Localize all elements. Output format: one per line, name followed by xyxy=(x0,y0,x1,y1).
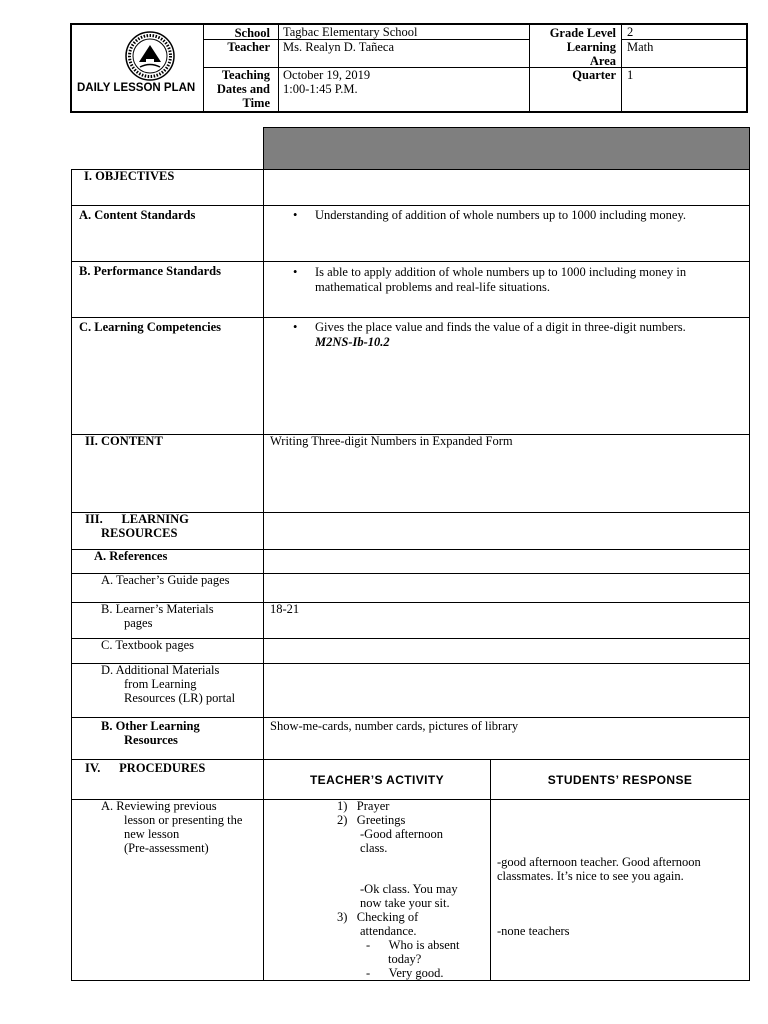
student-greeting-line2: classmates. It’s nice to see you again. xyxy=(497,869,684,883)
teacher-greeting-line2: class. xyxy=(360,841,388,855)
student-greeting-line1: -good afternoon teacher. Good afternoon xyxy=(497,855,701,869)
learners-materials-value: 18-21 xyxy=(270,602,300,616)
teacher-sit-line1: -Ok class. You may xyxy=(360,882,458,896)
teachers-guide-label: A. Teacher’s Guide pages xyxy=(101,573,230,587)
learning-resources-heading-line2: RESOURCES xyxy=(101,526,178,540)
competencies-label: C. Learning Competencies xyxy=(79,320,221,334)
learning-area-value: Math xyxy=(627,40,654,54)
time-value: 1:00-1:45 P.M. xyxy=(283,82,358,96)
teacher-greeting-line1: -Good afternoon xyxy=(360,827,443,841)
school-label: School xyxy=(234,26,270,40)
column-header-bar xyxy=(263,127,750,170)
dates-label-line3: Time xyxy=(242,96,270,110)
content-standards-label: A. Content Standards xyxy=(79,208,196,222)
deped-seal-icon xyxy=(125,31,175,81)
other-resources-value: Show-me-cards, number cards, pictures of library xyxy=(270,719,519,733)
content-heading: II. CONTENT xyxy=(85,434,163,448)
content-value: Writing Three-digit Numbers in Expanded Form xyxy=(270,434,513,448)
additional-materials-label-line3: Resources (LR) portal xyxy=(124,691,236,705)
additional-materials-label-line1: D. Additional Materials xyxy=(101,663,220,677)
teacher-absent-question-line2: today? xyxy=(388,952,422,966)
performance-standards-text-line1: • Is able to apply addition of whole numbers up to 1000 including money in xyxy=(315,265,686,280)
document-title: DAILY LESSON PLAN xyxy=(77,82,196,94)
school-value: Tagbac Elementary School xyxy=(283,25,418,39)
additional-materials-value-cell xyxy=(263,663,750,718)
dates-label-line2: Dates and xyxy=(216,82,270,96)
teacher-step-prayer: 1) Prayer xyxy=(337,799,390,813)
learning-area-label-line2: Area xyxy=(589,54,616,68)
procedure-a-label-line2: lesson or presenting the xyxy=(124,813,243,827)
teacher-step-attendance-line2: attendance. xyxy=(360,924,417,938)
other-resources-label-line2: Resources xyxy=(124,733,178,747)
learners-materials-label-line1: B. Learner’s Materials xyxy=(101,602,214,616)
quarter-label: Quarter xyxy=(572,68,616,82)
additional-materials-label-line2: from Learning xyxy=(124,677,197,691)
date-value: October 19, 2019 xyxy=(283,68,371,82)
learning-area-label-line1: Learning xyxy=(566,40,616,54)
performance-standards-label: B. Performance Standards xyxy=(79,264,221,278)
objectives-heading: I. OBJECTIVES xyxy=(84,169,175,183)
competencies-text: • Gives the place value and finds the value of a digit in three-digit numbers. xyxy=(315,320,686,335)
lesson-plan-header xyxy=(70,23,748,113)
objectives-value-cell xyxy=(263,169,750,206)
teachers-guide-value-cell xyxy=(263,573,750,603)
content-standards-text: • Understanding of addition of whole numbers up to 1000 including money. xyxy=(315,208,686,223)
procedure-a-label-line3: new lesson xyxy=(124,827,180,841)
quarter-value: 1 xyxy=(627,68,634,82)
student-response-header: STUDENTS’ RESPONSE xyxy=(547,773,693,787)
teacher-label: Teacher xyxy=(227,40,270,54)
other-resources-label-line1: B. Other Learning xyxy=(101,719,200,733)
teacher-step-greetings: 2) Greetings xyxy=(337,813,406,827)
textbook-label: C. Textbook pages xyxy=(101,638,194,652)
references-value-cell xyxy=(263,549,750,574)
procedures-heading: IV. PROCEDURES xyxy=(85,761,206,775)
procedure-a-label-line1: A. Reviewing previous xyxy=(101,799,217,813)
teacher-absent-question-line1: - Who is absent xyxy=(366,938,460,952)
teacher-sit-line2: now take your sit. xyxy=(360,896,450,910)
references-label: A. References xyxy=(94,549,168,563)
competency-code: M2NS-Ib-10.2 xyxy=(315,335,390,349)
learning-resources-heading-line1: III. LEARNING xyxy=(85,512,189,526)
teacher-value: Ms. Realyn D. Tañeca xyxy=(283,40,395,54)
teacher-very-good: - Very good. xyxy=(366,966,444,980)
teacher-step-attendance-line1: 3) Checking of xyxy=(337,910,419,924)
grade-level-label: Grade Level xyxy=(549,26,616,40)
dates-label-line1: Teaching xyxy=(221,68,270,82)
learners-materials-value-cell xyxy=(263,602,750,639)
procedure-a-label-line4: (Pre-assessment) xyxy=(124,841,209,855)
learners-materials-label-line2: pages xyxy=(124,616,153,630)
learning-resources-value-cell xyxy=(263,512,750,550)
textbook-value-cell xyxy=(263,638,750,664)
teacher-activity-header: TEACHER’S ACTIVITY xyxy=(309,773,445,787)
performance-standards-text-line2: mathematical problems and real-life situations. xyxy=(315,280,550,294)
grade-level-value: 2 xyxy=(627,25,634,39)
student-attendance-response: -none teachers xyxy=(497,924,570,938)
competencies-row xyxy=(71,317,264,435)
procedure-a-student-cell xyxy=(490,799,750,981)
